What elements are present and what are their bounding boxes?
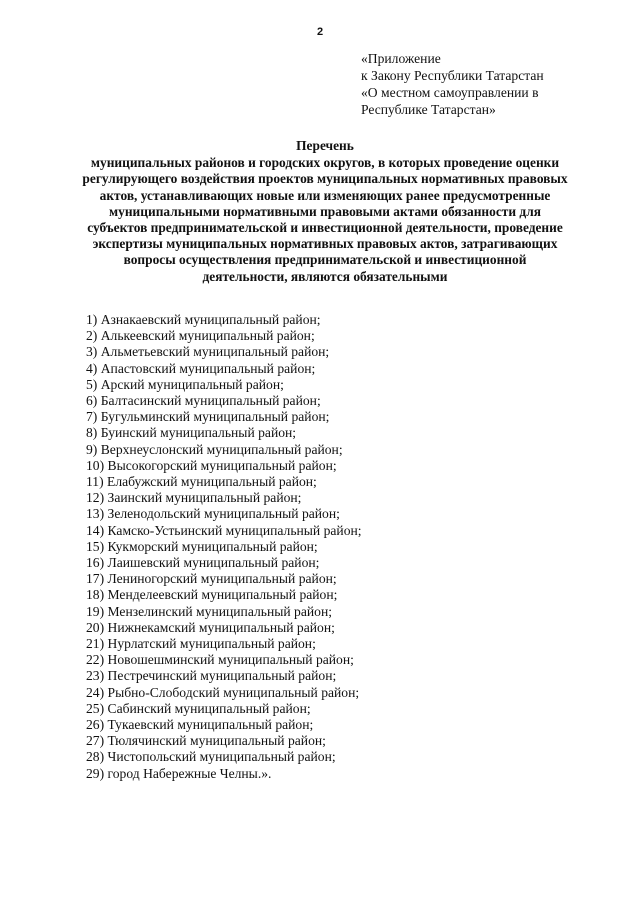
- list-item: 25) Сабинский муниципальный район;: [86, 700, 311, 716]
- document-title: Перечень: [296, 138, 354, 153]
- subtitle-line: муниципальными нормативными правовыми актами обязанности для: [109, 203, 541, 219]
- list-item: 5) Арский муниципальный район;: [86, 376, 284, 392]
- list-item: 3) Альметьевский муниципальный район;: [86, 344, 330, 360]
- list-item: 19) Мензелинский муниципальный район;: [86, 603, 333, 619]
- list-item: 28) Чистопольский муниципальный район;: [86, 749, 336, 765]
- document-title-block: [30, 138, 620, 285]
- list-item: 15) Кукморский муниципальный район;: [86, 538, 318, 554]
- list-item: 6) Балтасинский муниципальный район;: [86, 393, 321, 409]
- list-item: 2) Алькеевский муниципальный район;: [86, 328, 315, 344]
- list-item: 21) Нурлатский муниципальный район;: [86, 636, 316, 652]
- subtitle-line: регулирующего воздействия проектов муниципальных нормативных правовых: [82, 171, 568, 187]
- list-item: 18) Менделеевский муниципальный район;: [86, 587, 338, 603]
- subtitle-line: деятельности, являются обязательными: [202, 268, 448, 284]
- list-item: 13) Зеленодольский муниципальный район;: [86, 506, 340, 522]
- annex-line: «О местном самоуправлении в: [361, 85, 539, 100]
- list-item: 8) Буинский муниципальный район;: [86, 425, 297, 441]
- list-item: 14) Камско-Устьинский муниципальный район;: [86, 522, 362, 538]
- list-item: 9) Верхнеуслонский муниципальный район;: [86, 441, 343, 457]
- subtitle-line: субъектов предпринимательской и инвестиционной деятельности, проведение: [87, 220, 563, 236]
- subtitle-line: муниципальных районов и городских округов, в которых проведение оценки: [90, 155, 560, 171]
- list-item: 26) Тукаевский муниципальный район;: [86, 717, 314, 733]
- list-item: 11) Елабужский муниципальный район;: [86, 474, 317, 490]
- list-item: 20) Нижнекамский муниципальный район;: [86, 619, 335, 635]
- subtitle-line: вопросы осуществления предпринимательской и инвестиционной: [123, 252, 527, 268]
- subtitle-line: актов, устанавливающих новые или изменяющих ранее предусмотренные: [99, 187, 551, 203]
- annex-header: [361, 50, 611, 118]
- annex-line: к Закону Республики Татарстан: [361, 68, 544, 83]
- list-item: 1) Азнакаевский муниципальный район;: [86, 312, 321, 327]
- list-item: 23) Пестречинский муниципальный район;: [86, 668, 337, 684]
- district-list: [86, 312, 606, 782]
- annex-line: Республике Татарстан»: [361, 102, 496, 117]
- list-item: 29) город Набережные Челны.».: [86, 765, 272, 781]
- list-item: 24) Рыбно-Слободский муниципальный район;: [86, 684, 360, 700]
- list-item: 10) Высокогорский муниципальный район;: [86, 457, 337, 473]
- list-item: 22) Новошешминский муниципальный район;: [86, 652, 354, 668]
- page-number: 2: [316, 26, 324, 38]
- annex-line: «Приложение: [361, 51, 441, 66]
- list-item: 27) Тюлячинский муниципальный район;: [86, 733, 326, 749]
- list-item: 12) Заинский муниципальный район;: [86, 490, 302, 506]
- subtitle-line: экспертизы муниципальных нормативных правовых актов, затрагивающих: [92, 236, 558, 252]
- list-item: 7) Бугульминский муниципальный район;: [86, 409, 330, 425]
- list-item: 4) Апастовский муниципальный район;: [86, 360, 316, 376]
- list-item: 17) Лениногорский муниципальный район;: [86, 571, 337, 587]
- list-item: 16) Лаишевский муниципальный район;: [86, 555, 320, 571]
